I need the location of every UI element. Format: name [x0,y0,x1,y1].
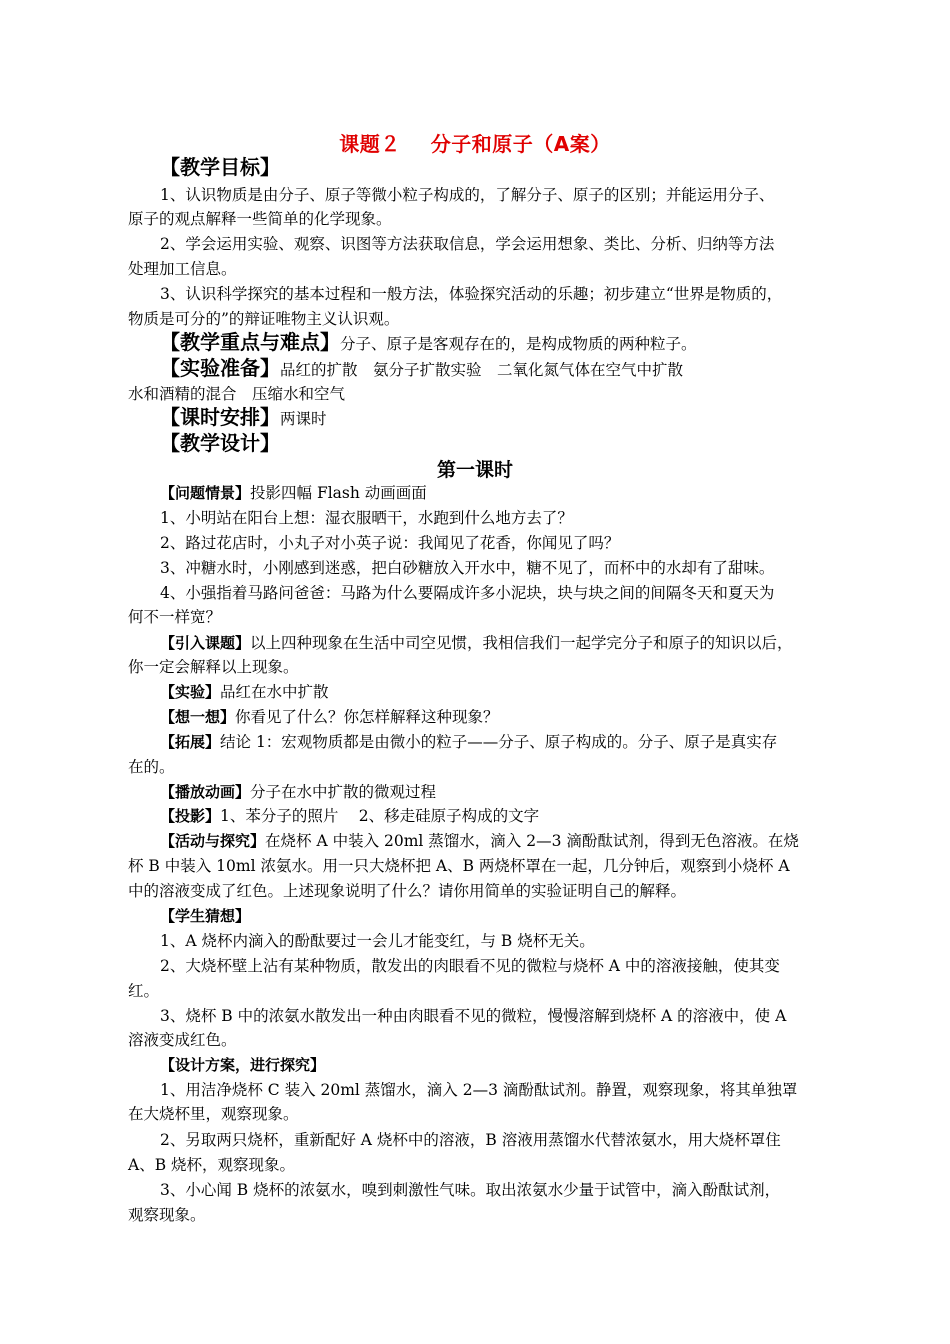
activity-line-2: 杯 B 中装入 10ml 浓氨水。用一只大烧杯把 A、B 两烧杯罩在一起，几分钟后，观察到小烧杯 A [128,857,790,875]
design-heading: 【教学设计】 [160,431,280,455]
scenario-4-line-2: 何不一样宽？ [128,608,222,626]
goal-2-line-2: 处理加工信息。 [128,260,237,278]
extension-text: 结论 1：宏观物质都是由微小的粒子——分子、原子构成的。分子、原子是真实存 [220,733,778,751]
guess-3-line-1: 3、烧杯 B 中的浓氨水散发出一种由肉眼看不见的微粒，慢慢溶解到烧杯 A 的溶液中，使 A [160,1007,787,1025]
scenario-2: 2、路过花店时，小丸子对小英子说：我闻见了花香，你闻见了吗？ [160,534,620,552]
lesson-1-heading: 第一课时 [436,459,513,481]
extension-section [128,732,880,752]
activity-heading: 【活动与探究】 [160,832,266,850]
intro-text: 以上四种现象在生活中司空见惯，我相信我们一起学完分子和原子的知识以后， [250,634,793,652]
problem-section [128,483,880,503]
prep-heading: 【实验准备】 [160,356,280,380]
title-part-2: 分子和原子（A案） [430,132,611,156]
guess-3-line-2: 溶液变成红色。 [128,1031,237,1049]
goal-1-line-2: 原子的观点解释一些简单的化学现象。 [128,210,392,228]
guess-2-line-2: 红。 [128,982,160,1000]
guess-heading: 【学生猜想】 [160,907,251,925]
intro-line-2: 你一定会解释以上现象。 [128,658,299,676]
extension-line-2: 在的。 [128,758,175,776]
plan-1-line-1: 1、用洁净烧杯 C 装入 20ml 蒸馏水，滴入 2—3 滴酚酞试剂。静置，观察现象，将其单独罩 [160,1081,798,1099]
schedule-text: 两课时 [280,410,327,428]
goal-3-line-2: 物质是可分的”的辩证唯物主义认识观。 [128,310,400,328]
projection-section [128,806,880,826]
goal-1-line-1: 1、认识物质是由分子、原子等微小粒子构成的，了解分子、原子的区别；并能运用分子、 [160,186,775,204]
plan-1-line-2: 在大烧杯里，观察现象。 [128,1105,299,1123]
schedule-section [160,407,880,429]
experiment-text: 品红在水中扩散 [220,683,329,701]
page-title [0,128,950,157]
prep-line-2: 水和酒精的混合 压缩水和空气 [128,385,346,403]
think-heading: 【想一想】 [160,708,236,726]
animation-section [128,782,880,802]
scenario-4-line-1: 4、小强指着马路问爸爸：马路为什么要隔成许多小泥块，块与块之间的间隔冬天和夏天为 [160,584,775,602]
key-points-text: 分子、原子是客观存在的，是构成物质的两种粒子。 [340,335,697,353]
plan-3-line-1: 3、小心闻 B 烧杯的浓氨水，嗅到刺激性气味。取出浓氨水少量于试管中，滴入酚酞试剂， [160,1181,781,1199]
animation-text: 分子在水中扩散的微观过程 [250,783,437,801]
intro-heading: 【引入课题】 [160,634,251,652]
animation-heading: 【播放动画】 [160,783,251,801]
key-points-heading: 【教学重点与难点】 [160,330,340,354]
extension-heading: 【拓展】 [160,733,221,751]
prep-text: 品红的扩散 氨分子扩散实验 二氧化氮气体在空气中扩散 [280,361,684,379]
goal-2-line-1: 2、学会运用实验、观察、识图等方法获取信息，学会运用想象、类比、分析、归纳等方法 [160,235,775,253]
think-section [128,707,880,727]
plan-heading: 【设计方案，进行探究】 [160,1056,326,1074]
title-part-1: 课题２ [339,132,401,156]
scenario-1: 1、小明站在阳台上想：湿衣服晒干，水跑到什么地方去了？ [160,509,573,527]
key-points-section [160,332,880,354]
projection-heading: 【投影】 [160,807,221,825]
guess-1: 1、A 烧杯内滴入的酚酞要过一会儿才能变红，与 B 烧杯无关。 [160,932,595,950]
activity-section [128,831,880,851]
goals-heading: 【教学目标】 [160,155,280,179]
think-text: 你看见了什么？你怎样解释这种现象？ [235,708,499,726]
projection-text: 1、苯分子的照片 2、移走硅原子构成的文字 [220,807,540,825]
problem-text: 投影四幅 Flash 动画画面 [250,484,427,502]
experiment-heading: 【实验】 [160,683,221,701]
schedule-heading: 【课时安排】 [160,405,280,429]
prep-section [160,358,880,380]
guess-2-line-1: 2、大烧杯壁上沾有某种物质，散发出的肉眼看不见的微粒与烧杯 A 中的溶液接触，使其变 [160,957,780,975]
activity-line-3: 中的溶液变成了红色。上述现象说明了什么？请你用简单的实验证明自己的解释。 [128,882,687,900]
plan-3-line-2: 观察现象。 [128,1206,206,1224]
experiment-section [128,682,880,702]
goal-3-line-1: 3、认识科学探究的基本过程和一般方法，体验探究活动的乐趣；初步建立“世界是物质的， [160,285,783,303]
plan-2-line-2: A、B 烧杯，观察现象。 [128,1156,296,1174]
problem-heading: 【问题情景】 [160,484,251,502]
plan-2-line-1: 2、另取两只烧杯，重新配好 A 烧杯中的溶液，B 溶液用蒸馏水代替浓氨水，用大烧杯罩住 [160,1131,781,1149]
activity-text: 在烧杯 A 中装入 20ml 蒸馏水，滴入 2—3 滴酚酞试剂，得到无色溶液。在烧 [265,832,799,850]
intro-section [128,633,880,653]
scenario-3: 3、冲糖水时，小刚感到迷惑，把白砂糖放入开水中，糖不见了，而杯中的水却有了甜味。 [160,559,775,577]
